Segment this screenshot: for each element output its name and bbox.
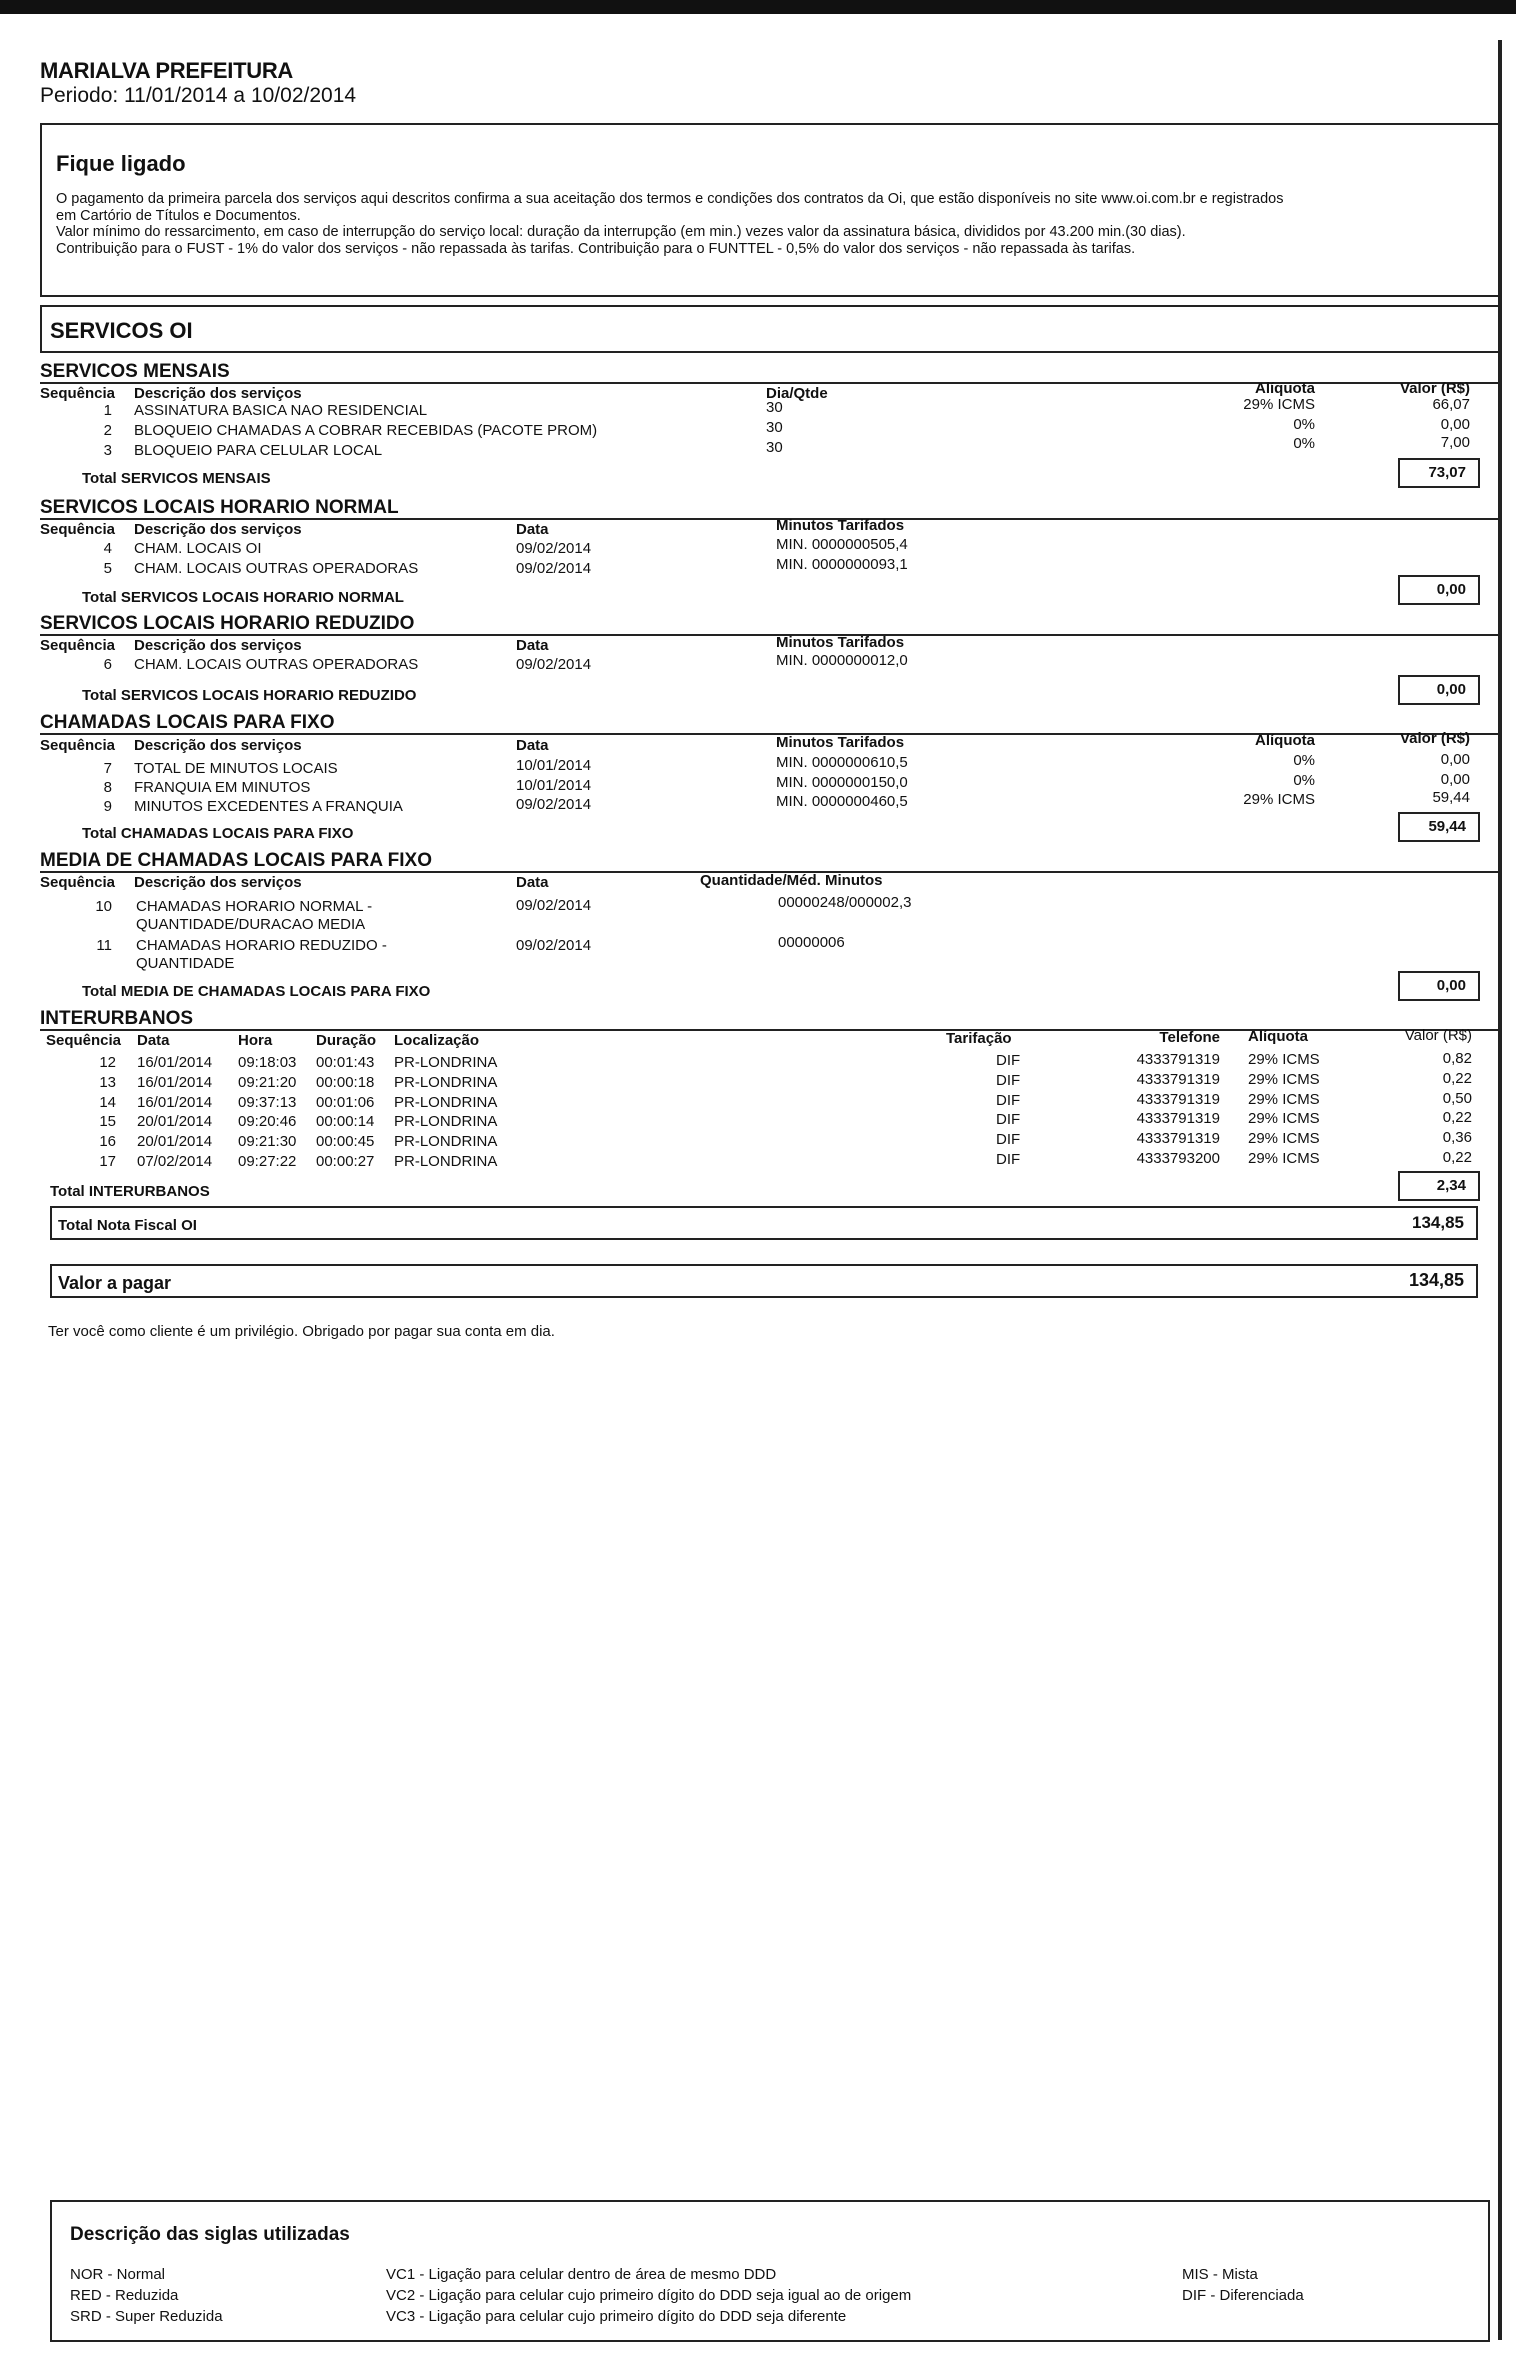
row-tel: 4333793200 [1136,1150,1220,1167]
col-tarifacao: Tarifação [946,1030,1012,1047]
row-valor: 0,22 [1442,1109,1472,1127]
col-telefone: Telefone [1159,1029,1220,1046]
abbreviation: MIS - Mista [1182,2266,1258,2283]
scan-right-border [1498,40,1502,2340]
nota-fiscal-value: 134,85 [1412,1213,1464,1232]
section-title-reduzido: SERVICOS LOCAIS HORARIO REDUZIDO [40,613,415,634]
total-label: Total SERVICOS LOCAIS HORARIO REDUZIDO [82,687,417,704]
amount-due [50,1264,1478,1298]
col-seq: Sequência [40,737,116,754]
total-value: 2,34 [1398,1171,1480,1201]
total-value: 59,44 [1398,812,1480,842]
row-loc: PR-LONDRINA [394,1113,498,1131]
row-tel: 4333791319 [1136,1110,1220,1128]
thanks-message: Ter você como cliente é um privilégio. Obrigado por pagar sua conta em dia. [48,1323,555,1340]
col-desc: Descrição dos serviços [134,874,302,891]
col-valor: Valor (R$) [1404,1027,1472,1044]
row-desc: QUANTIDADE/DURACAO MEDIA [136,916,366,933]
row-aliq: 29% ICMS [1248,1150,1320,1167]
row-dur: 00:00:14 [316,1113,375,1131]
row-seq: 14 [99,1093,116,1111]
row-data: 09/02/2014 [516,796,592,813]
abbreviation: VC3 - Ligação para celular cujo primeiro dígito do DDD seja diferente [386,2308,847,2325]
row-aliquota: 29% ICMS [1243,396,1315,413]
row-seq: 10 [95,898,112,915]
row-dur: 00:00:27 [316,1153,375,1170]
col-seq: Sequência [40,637,116,654]
row-tarif: DIF [996,1111,1021,1129]
row-aliquota: 0% [1293,772,1315,789]
abbreviation: SRD - Super Reduzida [70,2308,223,2325]
row-valor: 0,00 [1440,416,1470,433]
row-data: 10/01/2014 [516,757,592,774]
amount-due-label: Valor a pagar [58,1273,172,1293]
row-data: 07/02/2014 [137,1153,213,1170]
row-loc: PR-LONDRINA [394,1073,498,1091]
col-minutos: Minutos Tarifados [776,734,905,751]
amount-due-value: 134,85 [1408,1270,1464,1290]
total-value: 0,00 [1398,575,1480,605]
col-hora: Hora [238,1032,273,1049]
col-data: Data [516,521,549,538]
section-rule [40,634,1500,636]
row-loc: PR-LONDRINA [394,1054,498,1071]
row-minutos: MIN. 0000000460,5 [776,793,908,810]
row-desc: CHAM. LOCAIS OUTRAS OPERADORAS [134,656,419,673]
row-minutos: MIN. 0000000150,0 [776,774,908,791]
col-qtde: Dia/Qtde [766,385,828,402]
total-label: Total MEDIA DE CHAMADAS LOCAIS PARA FIXO [82,983,431,1000]
row-aliq: 29% ICMS [1248,1130,1320,1148]
col-desc: Descrição dos serviços [134,637,302,654]
total-label: Total CHAMADAS LOCAIS PARA FIXO [82,825,354,842]
row-loc: PR-LONDRINA [394,1153,498,1170]
row-hora: 09:18:03 [238,1054,297,1071]
col-minutos: Minutos Tarifados [776,634,905,651]
row-data: 16/01/2014 [137,1093,213,1111]
col-valor: Valor (R$) [1399,380,1470,397]
abbreviation: NOR - Normal [70,2266,166,2283]
row-seq: 15 [99,1113,116,1131]
col-minutos: Minutos Tarifados [776,517,905,534]
row-data: 09/02/2014 [516,897,592,914]
section-title-media: MEDIA DE CHAMADAS LOCAIS PARA FIXO [40,850,432,871]
total-value: 0,00 [1398,971,1480,1001]
row-seq: 2 [103,422,112,439]
row-dur: 00:00:45 [316,1133,375,1151]
row-valor: 59,44 [1432,789,1470,806]
total-label: Total SERVICOS MENSAIS [82,470,271,487]
row-dur: 00:00:18 [316,1073,375,1091]
row-valor: 7,00 [1440,434,1470,451]
row-seq: 6 [103,656,112,673]
abbreviations-title: Descrição das siglas utilizadas [70,2224,350,2245]
row-valor: 0,00 [1440,751,1470,768]
notice-line: O pagamento da primeira parcela dos serviços aqui descritos confirma a sua aceitação dos termos e condições dos contratos da Oi, que estão disponíveis no site www.oi.com.br e registrados [56,191,1284,207]
row-tarif: DIF [996,1071,1021,1089]
row-data: 09/02/2014 [516,656,592,673]
row-seq: 7 [103,760,112,777]
row-aliquota: 0% [1293,416,1315,433]
row-valor: 0,22 [1442,1149,1472,1166]
row-tarif: DIF [996,1151,1021,1168]
col-seq: Sequência [40,385,116,402]
row-seq: 9 [103,798,112,815]
row-valor: 0,00 [1440,771,1470,788]
col-data: Data [516,637,549,654]
row-hora: 09:27:22 [238,1153,297,1170]
col-desc: Descrição dos serviços [134,737,302,754]
row-seq: 4 [103,540,112,557]
col-data: Data [137,1032,170,1049]
abbreviations-box [50,2200,1490,2342]
total-value: 73,07 [1398,458,1480,488]
row-dur: 00:01:43 [316,1054,375,1071]
row-hora: 09:21:30 [238,1133,297,1151]
billing-period: Periodo: 11/01/2014 a 10/02/2014 [40,84,357,107]
col-data: Data [516,737,549,754]
col-data: Data [516,874,549,891]
row-minutos: MIN. 0000000012,0 [776,652,908,669]
row-seq: 11 [96,937,112,954]
row-aliquota: 0% [1293,752,1315,769]
col-localizacao: Localização [394,1032,480,1049]
services-title: SERVICOS OI [50,318,193,343]
row-desc: CHAMADAS HORARIO NORMAL - [136,898,373,915]
customer-name: MARIALVA PREFEITURA [40,58,293,83]
row-seq: 3 [103,442,112,459]
row-desc: CHAMADAS HORARIO REDUZIDO - [136,937,387,954]
section-rule [40,518,1500,520]
section-title-fixo: CHAMADAS LOCAIS PARA FIXO [40,712,335,733]
row-data: 09/02/2014 [516,540,592,557]
row-loc: PR-LONDRINA [394,1093,498,1111]
abbreviation: VC1 - Ligação para celular dentro de área de mesmo DDD [386,2266,777,2283]
row-tel: 4333791319 [1136,1051,1220,1068]
row-minutos: MIN. 0000000093,1 [776,556,908,573]
row-desc: QUANTIDADE [136,955,235,972]
abbreviation: VC2 - Ligação para celular cujo primeiro dígito do DDD seja igual ao de origem [386,2287,912,2304]
notice-line: Contribuição para o FUST - 1% do valor dos serviços - não repassada às tarifas. Contribuição para o FUNTTEL - 0,5% do valor dos serviços - não repassada às tarifas. [56,240,1136,257]
row-aliq: 29% ICMS [1248,1090,1320,1108]
row-aliquota: 29% ICMS [1243,791,1315,808]
row-aliq: 29% ICMS [1248,1070,1320,1088]
row-desc: TOTAL DE MINUTOS LOCAIS [134,760,338,777]
row-data: 16/01/2014 [137,1073,213,1091]
row-loc: PR-LONDRINA [394,1133,498,1151]
row-valor: 66,07 [1432,396,1470,413]
row-desc: BLOQUEIO PARA CELULAR LOCAL [134,442,383,459]
row-seq: 13 [99,1073,116,1091]
row-tel: 4333791319 [1136,1130,1220,1148]
row-quantidade: 00000006 [778,934,845,951]
row-data: 09/02/2014 [516,937,592,954]
row-desc: MINUTOS EXCEDENTES A FRANQUIA [134,798,403,815]
row-qtde: 30 [766,399,783,416]
row-dur: 00:01:06 [316,1093,375,1111]
row-desc: BLOQUEIO CHAMADAS A COBRAR RECEBIDAS (PACOTE PROM) [134,422,598,439]
row-valor: 0,82 [1442,1050,1472,1067]
col-seq: Sequência [46,1032,122,1049]
nota-fiscal-total [50,1206,1478,1240]
row-valor: 0,22 [1442,1069,1472,1087]
services-header-box [40,305,1500,353]
notice-title: Fique ligado [56,151,186,176]
row-data: 10/01/2014 [516,777,592,794]
col-aliquota: Alíquota [1255,380,1315,397]
row-desc: ASSINATURA BASICA NAO RESIDENCIAL [134,402,428,419]
col-aliquota: Alíquota [1255,732,1315,749]
row-data: 20/01/2014 [137,1113,213,1131]
scan-top-border [0,0,1516,14]
row-hora: 09:37:13 [238,1093,297,1111]
col-desc: Descrição dos serviços [134,521,302,538]
row-hora: 09:21:20 [238,1073,297,1091]
total-label: Total SERVICOS LOCAIS HORARIO NORMAL [82,589,404,606]
row-valor: 0,36 [1442,1129,1472,1147]
row-aliq: 29% ICMS [1248,1051,1320,1068]
total-value: 0,00 [1398,675,1480,705]
row-tel: 4333791319 [1136,1070,1220,1088]
row-desc: FRANQUIA EM MINUTOS [134,779,311,796]
row-seq: 17 [99,1153,116,1170]
row-valor: 0,50 [1442,1089,1472,1107]
section-title-mensais: SERVICOS MENSAIS [40,361,230,382]
abbreviation: RED - Reduzida [70,2287,179,2304]
col-seq: Sequência [40,521,116,538]
col-aliquota: Alíquota [1248,1028,1308,1045]
row-data: 20/01/2014 [137,1133,213,1151]
row-minutos: MIN. 0000000610,5 [776,754,908,771]
abbreviation: DIF - Diferenciada [1182,2287,1304,2304]
notice-line: em Cartório de Títulos e Documentos. [56,207,301,224]
row-seq: 8 [103,779,112,796]
row-hora: 09:20:46 [238,1113,297,1131]
row-aliquota: 0% [1293,435,1315,452]
nota-fiscal-label: Total Nota Fiscal OI [58,1217,197,1234]
col-duracao: Duração [316,1032,377,1049]
row-qtde: 30 [766,439,783,456]
col-seq: Sequência [40,874,116,891]
row-data: 16/01/2014 [137,1054,213,1071]
row-tarif: DIF [996,1131,1021,1149]
notice-text [56,191,1492,257]
row-qtde: 30 [766,419,783,436]
col-desc: Descrição dos serviços [134,385,302,402]
notice-box [40,123,1500,297]
row-tel: 4333791319 [1136,1090,1220,1108]
total-label: Total INTERURBANOS [50,1183,210,1200]
row-seq: 16 [99,1133,116,1151]
row-aliq: 29% ICMS [1248,1110,1320,1128]
section-title-normal: SERVICOS LOCAIS HORARIO NORMAL [40,497,399,518]
row-seq: 1 [103,402,112,419]
row-desc: CHAM. LOCAIS OI [134,540,262,557]
row-minutos: MIN. 0000000505,4 [776,536,908,553]
row-seq: 5 [103,560,112,577]
row-quantidade: 00000248/000002,3 [778,894,912,911]
row-desc: CHAM. LOCAIS OUTRAS OPERADORAS [134,560,419,577]
notice-line: Valor mínimo do ressarcimento, em caso de interrupção do serviço local: duração da interrupção (em min.) vezes valor da assinatura básica, divididos por 43.200 min.(30 dias). [56,224,1186,240]
col-valor: Valor (R$) [1399,730,1470,747]
row-tarif: DIF [996,1052,1021,1069]
row-seq: 12 [99,1054,116,1071]
col-quantidade: Quantidade/Méd. Minutos [700,872,883,889]
row-tarif: DIF [996,1091,1021,1109]
section-title-interurbanos: INTERURBANOS [40,1008,194,1029]
row-data: 09/02/2014 [516,560,592,577]
